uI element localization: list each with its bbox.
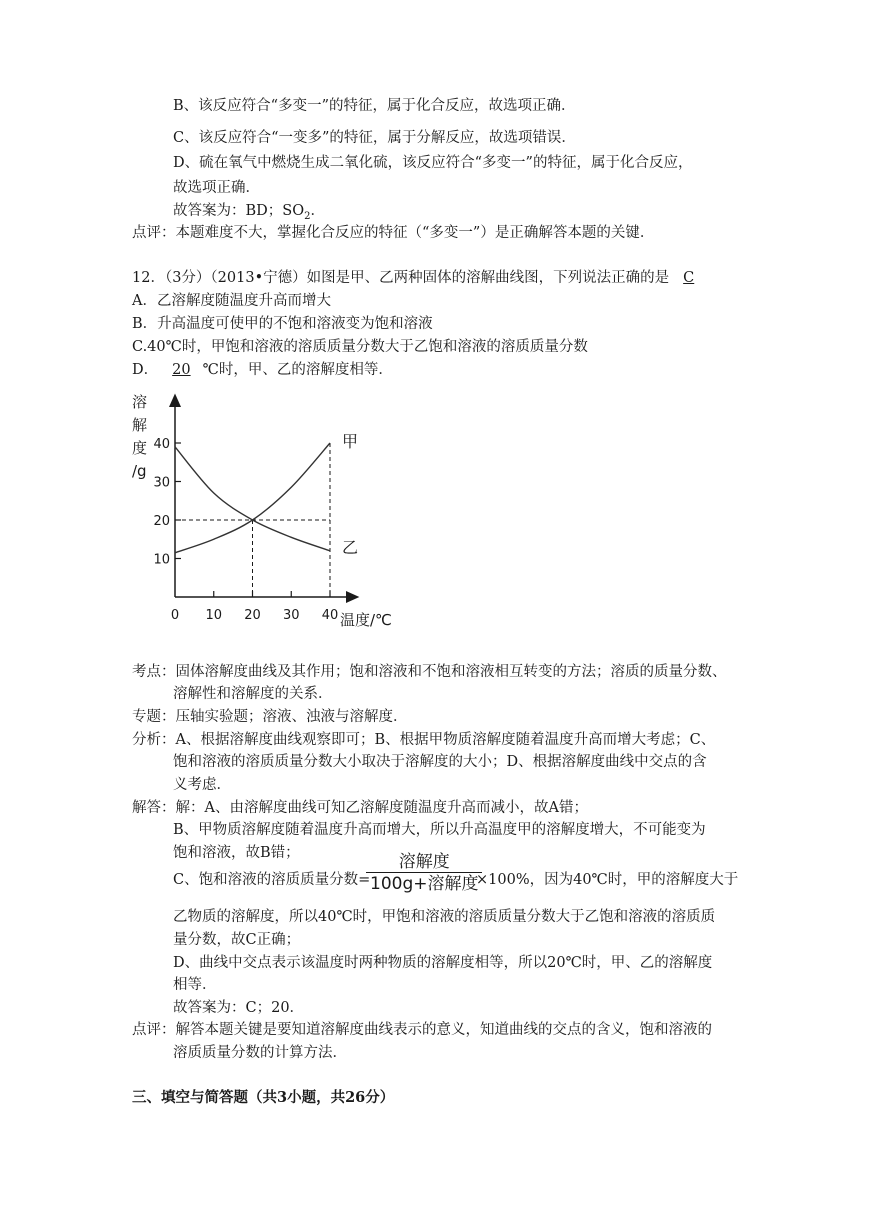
jieda-line-1: 解答：解：A、由溶解度曲线可知乙溶解度随温度升高而减小，故A错； bbox=[132, 800, 588, 816]
y-axis-label-char: /g bbox=[132, 462, 147, 480]
jieda-line-6: 量分数，故C正确； bbox=[173, 932, 301, 948]
jieda-line-5: 乙物质的溶解度，所以40℃时，甲饱和溶液的溶质质量分数大于乙饱和溶液的溶质质 bbox=[173, 909, 716, 925]
zhuanti-line: 专题：压轴实验题；溶液、浊液与溶解度． bbox=[132, 709, 408, 725]
series-label-jia: 甲 bbox=[342, 432, 359, 451]
x-tick-label: 30 bbox=[282, 608, 300, 623]
formula-denominator: 100g+溶解度 bbox=[370, 874, 479, 894]
option-c: C.40℃时，甲饱和溶液的溶质质量分数大于乙饱和溶液的溶质质量分数 bbox=[132, 339, 588, 355]
y-tick-label: 30 bbox=[153, 475, 170, 491]
x-tick-label: 0 bbox=[170, 608, 180, 623]
answer-blank: C bbox=[683, 270, 695, 286]
answer-end: ． bbox=[310, 203, 325, 219]
option-d-blank: 20 bbox=[172, 362, 191, 378]
fenxi-line-1: 分析：A、根据溶解度曲线观察即可；B、根据甲物质溶解度随着温度升高而增大考虑；C、 bbox=[132, 732, 716, 748]
dianping-line-2: 溶质质量分数的计算方法． bbox=[173, 1045, 347, 1061]
kaodian-line-1: 考点：固体溶解度曲线及其作用；饱和溶液和不饱和溶液相互转变的方法；溶质的质量分数、 bbox=[132, 664, 727, 680]
series-curve-jia bbox=[175, 443, 330, 553]
option-d-suffix: ℃时，甲、乙的溶解度相等． bbox=[202, 362, 393, 378]
answer-subscript: 2 bbox=[304, 210, 311, 222]
jieda-line-7: D、曲线中交点表示该温度时两种物质的溶解度相等，所以20℃时，甲、乙的溶解度 bbox=[173, 955, 713, 971]
option-d-explanation-2: 故选项正确． bbox=[173, 180, 260, 196]
jieda-line-3: 饱和溶液，故B错； bbox=[173, 845, 300, 861]
question-stem-text: 12．（3分）（2013•宁德）如图是甲、乙两种固体的溶解曲线图，下列说法正确的是 bbox=[132, 270, 670, 286]
section-heading: 三、填空与简答题（共3小题，共26分） bbox=[132, 1089, 395, 1106]
option-c-explanation: C、该反应符合“一变多”的特征，属于分解反应，故选项错误． bbox=[173, 130, 576, 146]
x-tick-label: 40 bbox=[321, 608, 339, 623]
jieda-line-4-suffix: ×100%，因为40℃时，甲的溶解度大于 bbox=[476, 872, 739, 888]
x-axis-label: 温度/℃ bbox=[340, 611, 392, 629]
series-label-yi: 乙 bbox=[342, 537, 359, 557]
option-d-explanation-1: D、硫在氧气中燃烧生成二氧化硫，该反应符合“多变一”的特征，属于化合反应， bbox=[173, 155, 693, 171]
jieda-line-8: 相等． bbox=[173, 977, 217, 993]
y-axis-label-char: 解 bbox=[132, 416, 148, 434]
dianping-line-1: 点评：解答本题关键是要知道溶解度曲线表示的意义，知道曲线的交点的含义，饱和溶液的 bbox=[132, 1022, 712, 1038]
option-d-prefix: D． bbox=[132, 362, 159, 378]
question-stem bbox=[132, 268, 723, 288]
kaodian-line-2: 溶解性和溶解度的关系． bbox=[173, 686, 333, 702]
jieda-line-4-prefix: C、饱和溶液的溶质质量分数= bbox=[173, 872, 371, 888]
y-tick-label: 40 bbox=[153, 437, 170, 452]
y-axis-label-char: 度 bbox=[132, 439, 148, 457]
option-d bbox=[132, 360, 393, 380]
jieda-line-2: B、甲物质溶解度随着温度升高而增大，所以升高温度甲的溶解度增大，不可能变为 bbox=[173, 822, 706, 838]
jieda-line-9: 故答案为：C；20． bbox=[173, 1000, 305, 1016]
x-tick-label: 10 bbox=[205, 608, 223, 623]
y-tick-label: 20 bbox=[153, 514, 170, 529]
option-b-explanation: B、该反应符合“多变一”的特征，属于化合反应，故选项正确． bbox=[173, 98, 576, 114]
formula-numerator: 溶解度 bbox=[398, 852, 450, 872]
y-axis-label-char: 溶 bbox=[132, 393, 148, 411]
fenxi-line-2: 饱和溶液的溶质质量分数大小取决于溶解度的大小；D、根据溶解度曲线中交点的含 bbox=[173, 754, 707, 770]
fenxi-line-3: 义考虑． bbox=[173, 777, 231, 793]
option-a: A．乙溶解度随温度升高而增大 bbox=[132, 293, 331, 309]
option-b: B．升高温度可使甲的不饱和溶液变为饱和溶液 bbox=[132, 316, 433, 332]
mass-fraction-formula bbox=[366, 852, 482, 895]
comment-line: 点评：本题难度不大，掌握化合反应的特征（“多变一”）是正确解答本题的关键． bbox=[132, 225, 655, 241]
series-curve-yi bbox=[175, 447, 330, 551]
x-tick-label: 20 bbox=[244, 608, 261, 623]
y-tick-label: 10 bbox=[153, 552, 170, 568]
answer-text: 故答案为：BD；SO bbox=[173, 203, 305, 219]
